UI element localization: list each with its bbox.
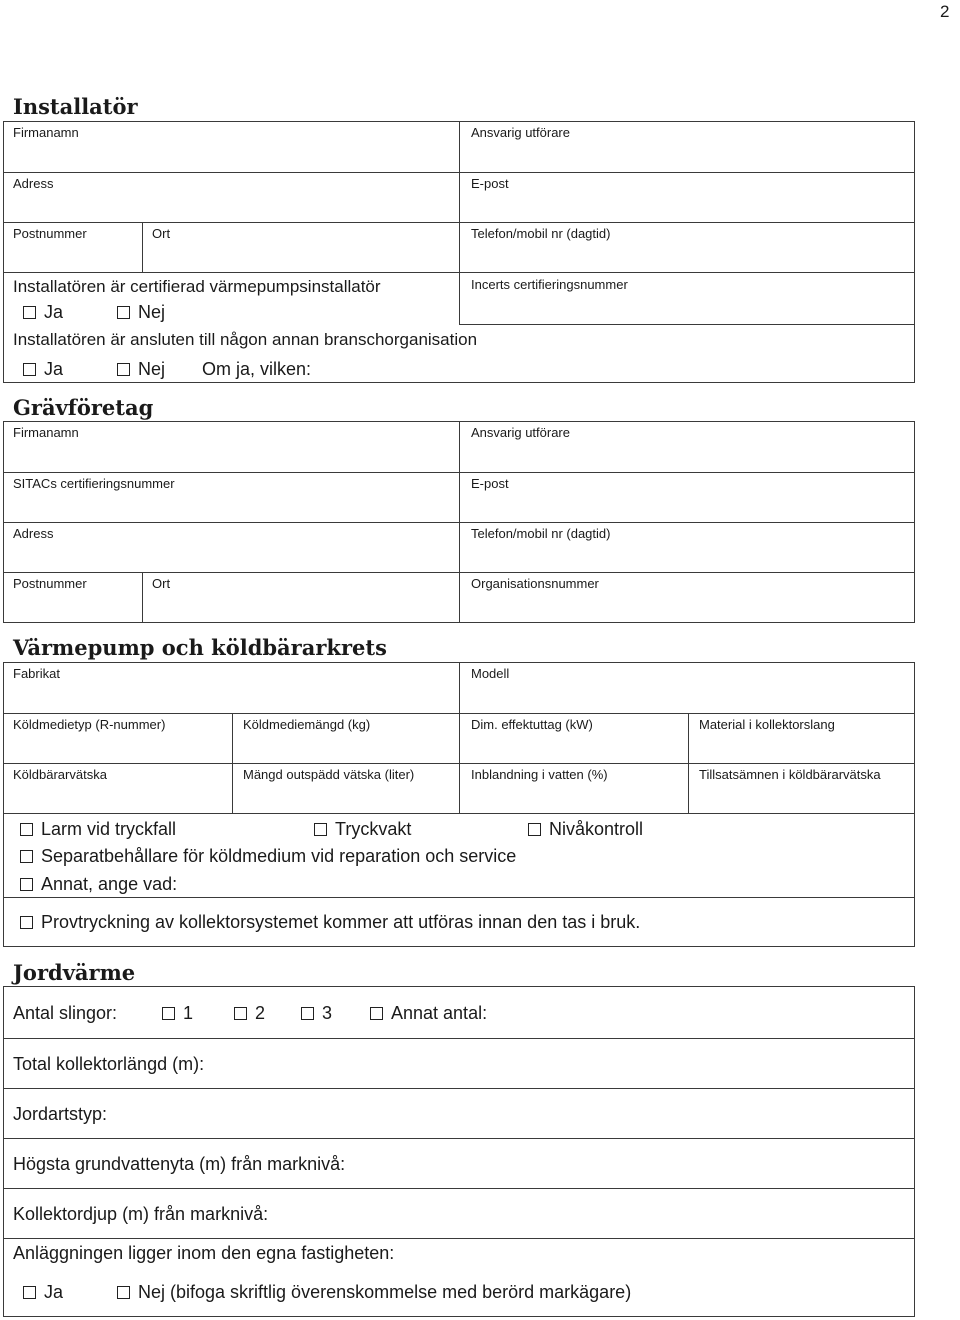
total-kollektorlangd-label: Total kollektorlängd (m): [13, 1054, 205, 1074]
jordvarme-row-slingor [4, 987, 914, 1038]
gravforetag-epost-field[interactable] [459, 473, 914, 523]
gravforetag-row-4 [4, 572, 914, 623]
gravforetag-ort-field[interactable] [142, 573, 459, 623]
slingor-3-option[interactable] [301, 1002, 332, 1024]
nivakontroll-option[interactable] [528, 818, 643, 840]
varmepump-table [3, 662, 915, 947]
koldmedietyp-label: Köldmedietyp (R-nummer) [13, 717, 166, 732]
slingor-2-label: 2 [255, 1003, 266, 1023]
installator-row-1 [4, 122, 914, 172]
certifierad-text: Installatören är certifierad värmepumpsinstallatör [13, 277, 381, 296]
inblandning-label: Inblandning i vatten (%) [471, 767, 608, 782]
koldmediemangd-label: Köldmediemängd (kg) [243, 717, 371, 732]
adress-label: Adress [13, 526, 54, 541]
sitac-label: SITACs certifieringsnummer [13, 476, 175, 491]
firmanamn-label: Firmanamn [13, 425, 79, 440]
varmepump-options-row [4, 813, 914, 898]
gravforetag-adress-field[interactable] [4, 523, 459, 573]
ja-label: Ja [44, 1282, 64, 1302]
gravforetag-row-2 [4, 472, 914, 523]
firmanamn-label: Firmanamn [13, 125, 79, 140]
adress-label: Adress [13, 176, 54, 191]
kollektordjup-field[interactable] [4, 1188, 914, 1239]
om-ja-label: Om ja, vilken: [202, 359, 312, 379]
checkbox-icon[interactable] [23, 363, 36, 376]
inblandning-field[interactable] [459, 764, 688, 814]
checkbox-icon[interactable] [20, 916, 33, 929]
mangd-vatska-field[interactable] [232, 764, 459, 814]
modell-label: Modell [471, 666, 510, 681]
gravforetag-postnummer-field[interactable] [4, 573, 142, 623]
installator-row-2 [4, 172, 914, 223]
checkbox-icon[interactable] [117, 363, 130, 376]
ansluten-text: Installatören är ansluten till någon annan branschorganisation [13, 330, 478, 349]
checkbox-icon[interactable] [20, 850, 33, 863]
checkbox-icon[interactable] [370, 1007, 383, 1020]
postnummer-label: Postnummer [13, 576, 87, 591]
fabrikat-label: Fabrikat [13, 666, 60, 681]
annat-label: Annat, ange vad: [41, 874, 178, 894]
gravforetag-firmanamn-field[interactable] [4, 422, 459, 472]
fastighet-nej-option[interactable] [117, 1281, 631, 1303]
telefon-label: Telefon/mobil nr (dagtid) [471, 526, 611, 541]
material-label: Material i kollektorslang [699, 717, 835, 732]
checkbox-icon[interactable] [162, 1007, 175, 1020]
page-number: 2 [940, 2, 950, 21]
ort-label: Ort [152, 226, 171, 241]
ja-label: Ja [44, 302, 64, 322]
nej-bifoga-label: Nej (bifoga skriftlig överenskommelse med berörd markägare) [138, 1282, 632, 1302]
installator-row-4 [4, 272, 914, 385]
checkbox-icon[interactable] [314, 823, 327, 836]
nej-label: Nej [138, 302, 166, 322]
postnummer-label: Postnummer [13, 226, 87, 241]
provtryckning-option[interactable] [20, 911, 640, 933]
jordvarme-table [3, 986, 915, 1317]
section-heading-installator: Installatör [13, 94, 138, 119]
section-heading-gravforetag: Grävföretag [13, 395, 154, 420]
nej-label: Nej [138, 359, 166, 379]
tillsats-field[interactable] [688, 764, 914, 814]
gravforetag-ansvarig-field[interactable] [459, 422, 914, 472]
incerts-label: Incerts certifieringsnummer [471, 277, 628, 292]
annat-antal-label: Annat antal: [391, 1003, 488, 1023]
checkbox-icon[interactable] [23, 306, 36, 319]
gravforetag-row-1 [4, 422, 914, 472]
checkbox-icon[interactable] [117, 1286, 130, 1299]
checkbox-icon[interactable] [528, 823, 541, 836]
koldbararvatska-field[interactable] [4, 764, 232, 814]
gravforetag-row-3 [4, 522, 914, 573]
installator-postnummer-field[interactable] [4, 223, 142, 273]
varmepump-row-2 [4, 713, 914, 764]
orgnr-label: Organisationsnummer [471, 576, 599, 591]
gravforetag-telefon-field[interactable] [459, 523, 914, 573]
koldbararvatska-label: Köldbärarvätska [13, 767, 107, 782]
jordartstyp-label: Jordartstyp: [13, 1104, 108, 1124]
ja-label: Ja [44, 359, 64, 379]
tillsats-label: Tillsatsämnen i köldbärarvätska [699, 767, 881, 782]
slingor-2-option[interactable] [234, 1002, 265, 1024]
installator-ansvarig-field[interactable] [459, 122, 914, 172]
installator-incerts-field[interactable] [459, 273, 914, 325]
slingor-1-option[interactable] [162, 1002, 193, 1024]
separat-label: Separatbehållare för köldmedium vid reparation och service [41, 846, 517, 866]
nivakontroll-label: Nivåkontroll [549, 819, 644, 839]
installator-firmanamn-field[interactable] [4, 122, 459, 172]
total-kollektorlangd-field[interactable] [4, 1038, 914, 1089]
fabrikat-field[interactable] [4, 663, 459, 713]
varmepump-row-1 [4, 663, 914, 713]
ansluten-nej-option[interactable] [117, 358, 165, 380]
grundvattenyta-label: Högsta grundvattenyta (m) från marknivå: [13, 1154, 346, 1174]
provtryckning-row [4, 897, 914, 948]
fastighet-row [4, 1238, 914, 1318]
slingor-1-label: 1 [183, 1003, 194, 1023]
epost-label: E-post [471, 476, 509, 491]
ansvarig-label: Ansvarig utförare [471, 425, 570, 440]
larm-label: Larm vid tryckfall [41, 819, 177, 839]
checkbox-icon[interactable] [20, 878, 33, 891]
tryckvakt-label: Tryckvakt [335, 819, 412, 839]
ansluten-ja-option[interactable] [23, 358, 63, 380]
ansvarig-label: Ansvarig utförare [471, 125, 570, 140]
slingor-3-label: 3 [322, 1003, 333, 1023]
checkbox-icon[interactable] [301, 1007, 314, 1020]
koldmediemangd-field[interactable] [232, 714, 459, 764]
antal-slingor-label: Antal slingor: [13, 1003, 118, 1023]
separat-option[interactable] [20, 845, 516, 867]
jordartstyp-field[interactable] [4, 1088, 914, 1139]
section-heading-varmepump: Värmepump och köldbärarkrets [13, 635, 387, 660]
annat-antal-option[interactable] [370, 1002, 487, 1024]
mangd-vatska-label: Mängd outspädd vätska (liter) [243, 767, 415, 782]
certifierad-ja-option[interactable] [23, 301, 63, 323]
gravforetag-table [3, 421, 915, 623]
checkbox-icon[interactable] [117, 306, 130, 319]
installator-ort-field[interactable] [142, 223, 459, 273]
modell-field[interactable] [459, 663, 914, 713]
installator-row-3 [4, 222, 914, 273]
fastighet-ja-option[interactable] [23, 1281, 63, 1303]
checkbox-icon[interactable] [23, 1286, 36, 1299]
varmepump-row-3 [4, 763, 914, 814]
kollektordjup-label: Kollektordjup (m) från marknivå: [13, 1204, 269, 1224]
installator-adress-field[interactable] [4, 173, 459, 223]
telefon-label: Telefon/mobil nr (dagtid) [471, 226, 611, 241]
certifierad-nej-option[interactable] [117, 301, 165, 323]
checkbox-icon[interactable] [20, 823, 33, 836]
installator-telefon-field[interactable] [459, 223, 914, 273]
checkbox-icon[interactable] [234, 1007, 247, 1020]
fastighet-label: Anläggningen ligger inom den egna fastigheten: [13, 1243, 395, 1263]
annat-option[interactable] [20, 873, 177, 895]
koldmedietyp-field[interactable] [4, 714, 232, 764]
grundvattenyta-field[interactable] [4, 1138, 914, 1189]
effektuttag-field[interactable] [459, 714, 688, 764]
epost-label: E-post [471, 176, 509, 191]
gravforetag-orgnr-field[interactable] [459, 573, 914, 623]
larm-option[interactable] [20, 818, 176, 840]
effektuttag-label: Dim. effektuttag (kW) [471, 717, 593, 732]
provtryckning-label: Provtryckning av kollektorsystemet kommer att utföras innan den tas i bruk. [41, 912, 641, 932]
ort-label: Ort [152, 576, 171, 591]
tryckvakt-option[interactable] [314, 818, 411, 840]
installator-epost-field[interactable] [459, 173, 914, 223]
installator-table [3, 121, 915, 383]
section-heading-jordvarme: Jordvärme [13, 960, 136, 985]
material-field[interactable] [688, 714, 914, 764]
gravforetag-sitac-field[interactable] [4, 473, 459, 523]
